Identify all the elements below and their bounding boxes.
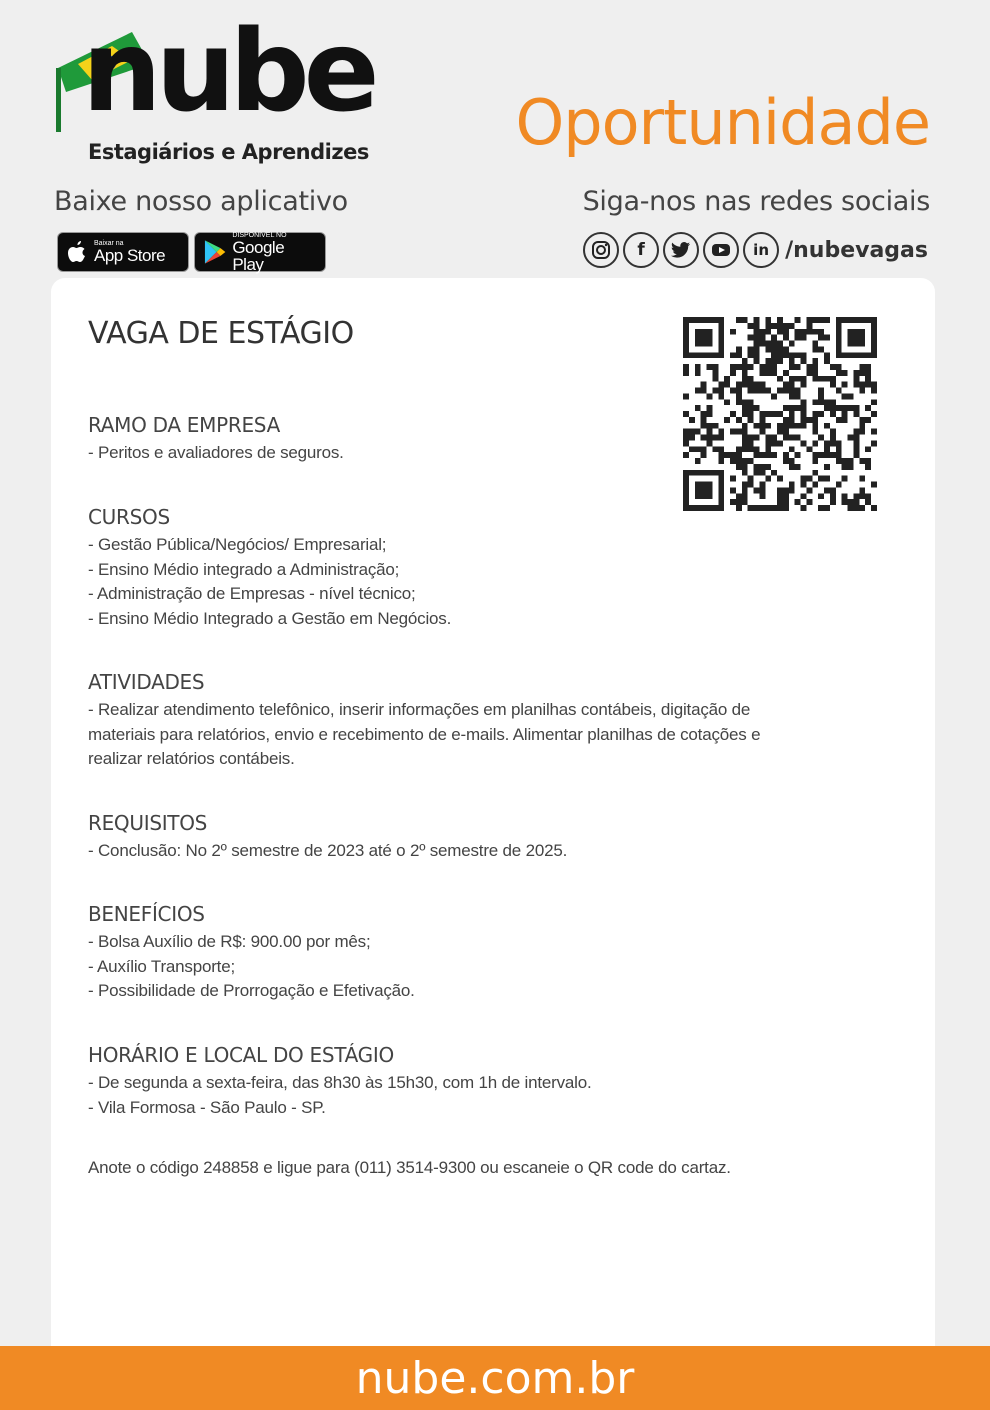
social-handle[interactable]: /nubevagas	[785, 237, 928, 263]
section-heading: HORÁRIO E LOCAL DO ESTÁGIO	[88, 1043, 394, 1067]
section-heading: RAMO DA EMPRESA	[88, 413, 280, 437]
social-label: Siga-nos nas redes sociais	[582, 186, 930, 217]
section-line: - Vila Formosa - São Paulo - SP.	[88, 1097, 326, 1117]
section-requisitos	[88, 811, 888, 864]
linkedin-icon[interactable]: in	[743, 232, 779, 268]
section-ramo	[88, 413, 888, 466]
section-heading: BENEFÍCIOS	[88, 902, 205, 926]
job-title: VAGA DE ESTÁGIO	[88, 316, 354, 351]
section-horario	[88, 1043, 888, 1120]
app-store-label: App Store	[94, 246, 166, 265]
website-link[interactable]: nube.com.br	[355, 1352, 635, 1404]
section-beneficios	[88, 902, 888, 1004]
nube-logo	[52, 7, 374, 168]
section-line: - De segunda a sexta-feira, das 8h30 às 15h30, com 1h de intervalo.	[88, 1073, 592, 1092]
section-line: - Gestão Pública/Negócios/ Empresarial;	[88, 535, 387, 554]
section-line: - Administração de Empresas - nível técnico;	[88, 584, 416, 603]
apple-icon	[66, 239, 88, 265]
footer-bar	[0, 1346, 990, 1410]
twitter-icon[interactable]	[663, 232, 699, 268]
instagram-icon[interactable]	[583, 232, 619, 268]
logo-tagline: Estagiários e Aprendizes	[88, 140, 369, 164]
google-play-icon	[203, 239, 226, 265]
social-links	[583, 232, 928, 268]
google-play-label: Google Play	[232, 237, 285, 274]
section-line: - Realizar atendimento telefônico, inserir informações em planilhas contábeis, digitação de	[88, 700, 751, 719]
section-line: realizar relatórios contábeis.	[88, 749, 295, 768]
section-heading: ATIVIDADES	[88, 670, 205, 694]
section-line: - Conclusão: No 2º semestre de 2023 até o 2º semestre de 2025.	[88, 841, 568, 860]
section-line: - Ensino Médio Integrado a Gestão em Negócios.	[88, 608, 452, 628]
section-cursos	[88, 505, 888, 631]
section-line: - Auxílio Transporte;	[88, 956, 235, 976]
app-store-button[interactable]	[57, 232, 189, 272]
job-card	[51, 278, 935, 1368]
facebook-icon[interactable]: f	[623, 232, 659, 268]
section-heading: CURSOS	[88, 505, 170, 529]
section-line: - Possibilidade de Prorrogação e Efetivação.	[88, 981, 415, 1000]
youtube-icon[interactable]	[703, 232, 739, 268]
contact-note: Anote o código 248858 e ligue para (011) 3514-9300 ou escaneie o QR code do cartaz.	[88, 1158, 731, 1177]
app-label: Baixe nosso aplicativo	[54, 186, 348, 217]
section-atividades	[88, 670, 888, 772]
google-play-button[interactable]	[194, 232, 326, 272]
section-line: - Peritos e avaliadores de seguros.	[88, 443, 344, 462]
section-line: - Bolsa Auxílio de R$: 900.00 por mês;	[88, 932, 371, 951]
section-line: materiais para relatórios, envio e recebimento de e-mails. Alimentar planilhas de cotações e	[88, 724, 761, 744]
app-store-small-label: Baixar na	[94, 240, 124, 247]
logo-wordmark: nube	[82, 7, 374, 137]
section-heading: REQUISITOS	[88, 811, 208, 835]
headline: Oportunidade	[515, 86, 930, 159]
section-line: - Ensino Médio integrado a Administração;	[88, 559, 400, 579]
google-play-small-label: DISPONÍVEL NO	[232, 231, 287, 239]
